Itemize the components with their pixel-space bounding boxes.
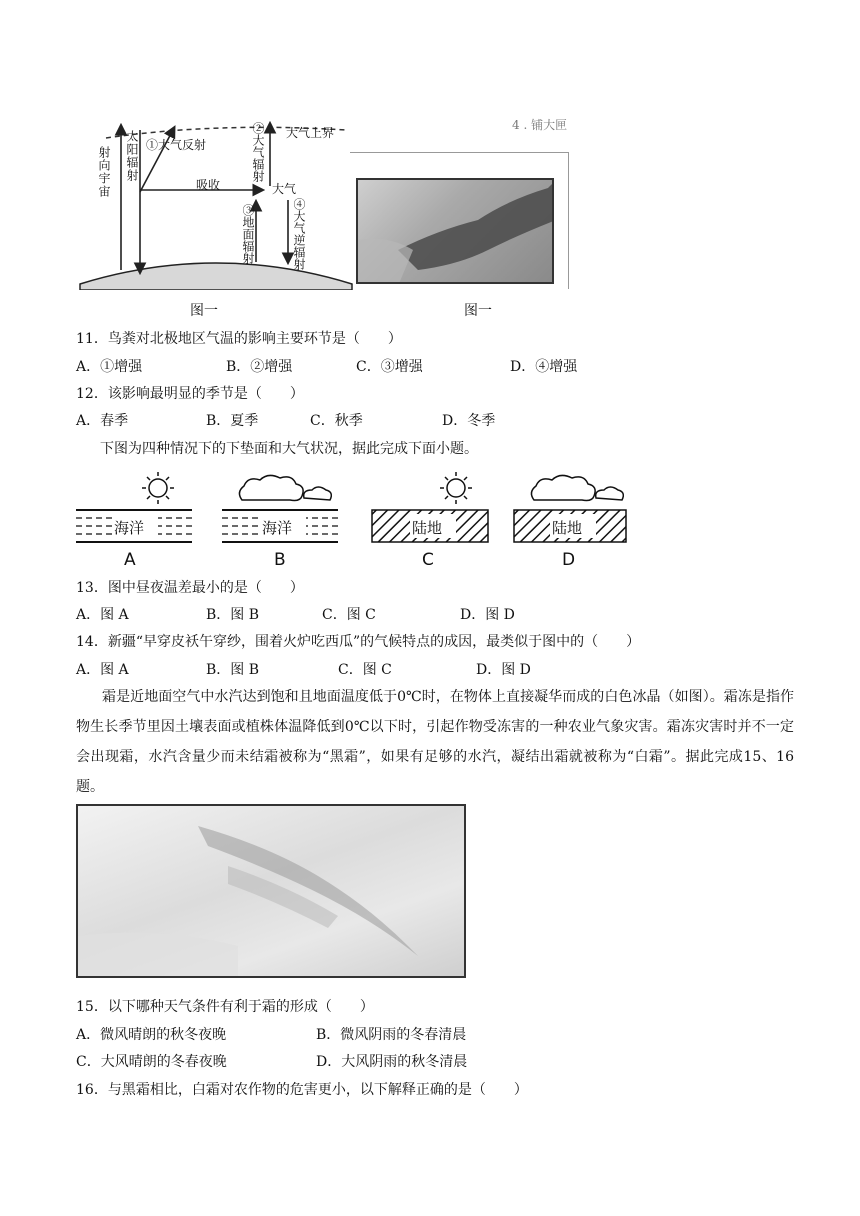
q11-option-c[interactable]: C．③增强 <box>356 359 423 375</box>
q12-option-a[interactable]: A．春季 <box>76 413 129 429</box>
q11-option-b[interactable]: B．②增强 <box>226 359 293 375</box>
q12-stem: 12．该影响最明显的季节是（ ） <box>76 386 304 402</box>
q13-stem: 13．图中昼夜温差最小的是（ ） <box>76 580 304 596</box>
q11-stem: 11．鸟粪对北极地区气温的影响主要环节是（ ） <box>76 331 402 347</box>
bird-guano-photo <box>356 178 554 284</box>
q13-option-a[interactable]: A．图 A <box>76 607 129 623</box>
q11-option-a[interactable]: A．①增强 <box>76 359 143 375</box>
frost-photo <box>76 804 466 978</box>
panel-d-letter: D <box>562 550 576 570</box>
q15-option-d[interactable]: D．大风阴雨的秋冬清晨 <box>316 1054 468 1070</box>
caption-right: 图一 <box>464 303 492 319</box>
label-atmosphere: 大气 <box>272 182 297 196</box>
label-reflection: ①大气反射 <box>146 138 207 152</box>
label-atm-radiation: ②大气辐射 <box>251 122 265 182</box>
label-ground-radiation: ③地面辐射 <box>241 204 255 264</box>
q14-option-b[interactable]: B．图 B <box>206 662 260 678</box>
sun-icon <box>142 472 174 504</box>
label-counter-radiation: ④大气逆辐射 <box>292 198 306 270</box>
label-atm-top: 大气上界 <box>286 126 335 140</box>
q14-stem: 14．新疆“早穿皮袄午穿纱，围着火炉吃西瓜”的气候特点的成因，最类似于图中的（ ） <box>76 634 641 650</box>
label-solar-radiation: 太阳辐射 <box>125 130 139 182</box>
label-space-radiation: 射向宇宙 <box>97 146 111 198</box>
q14-option-d[interactable]: D．图 D <box>476 662 531 678</box>
q13-option-d[interactable]: D．图 D <box>460 607 515 623</box>
frost-passage <box>76 682 794 802</box>
q15-stem: 15．以下哪种天气条件有利于霜的形成（ ） <box>76 999 374 1015</box>
panel-d-surface-label: 陆地 <box>552 519 583 537</box>
q12-option-b[interactable]: B．夏季 <box>206 413 259 429</box>
q15-option-a[interactable]: A．微风晴朗的秋冬夜晚 <box>76 1027 227 1043</box>
q13-option-b[interactable]: B．图 B <box>206 607 260 623</box>
panel-a-surface-label: 海洋 <box>114 519 145 537</box>
sun-icon <box>440 472 472 504</box>
panel-b-letter: B <box>274 550 286 570</box>
caption-left: 图一 <box>190 303 218 319</box>
cloud-icon <box>531 475 623 500</box>
panel-c-surface-label: 陆地 <box>412 519 443 537</box>
panel-a-letter: A <box>124 550 136 570</box>
q11-option-d[interactable]: D．④增强 <box>510 359 578 375</box>
q16-stem: 16．与黑霜相比，白霜对农作物的危害更小，以下解释正确的是（ ） <box>76 1082 528 1098</box>
q15-option-b[interactable]: B．微风阴雨的冬春清晨 <box>316 1027 467 1043</box>
q12-option-d[interactable]: D．冬季 <box>442 413 496 429</box>
label-absorb: 吸收 <box>196 178 221 192</box>
q12-option-c[interactable]: C．秋季 <box>310 413 363 429</box>
panel-b-surface-label: 海洋 <box>262 519 293 537</box>
q15-option-c[interactable]: C．大风晴朗的冬春夜晚 <box>76 1054 227 1070</box>
panel-c-letter: C <box>422 550 434 570</box>
cloud-icon <box>239 475 331 500</box>
q13-option-c[interactable]: C．图 C <box>322 607 376 623</box>
q14-option-c[interactable]: C．图 C <box>338 662 392 678</box>
intro-13-14: 下图为四种情况下的下垫面和大气状况，据此完成下面小题。 <box>100 441 478 457</box>
frost-passage-text: 霜是近地面空气中水汽达到饱和且地面温度低于0℃时，在物体上直接凝华而成的白色冰晶（如图）。霜冻是指作物生长季节里因土壤表面或植株体温降低到0℃以下时，引起作物受冻害的一种农业气象灾害。霜冻灾害时并不一定会出现霜，水汽含量少而未结霜被称为“黑霜”，如果有足够的水汽，凝结出霜就被称为“白霜”。据此完成15、16题。 <box>76 689 794 795</box>
photo-corner-text: 4 . 铺大匣 <box>512 118 568 132</box>
q14-option-a[interactable]: A．图 A <box>76 662 129 678</box>
